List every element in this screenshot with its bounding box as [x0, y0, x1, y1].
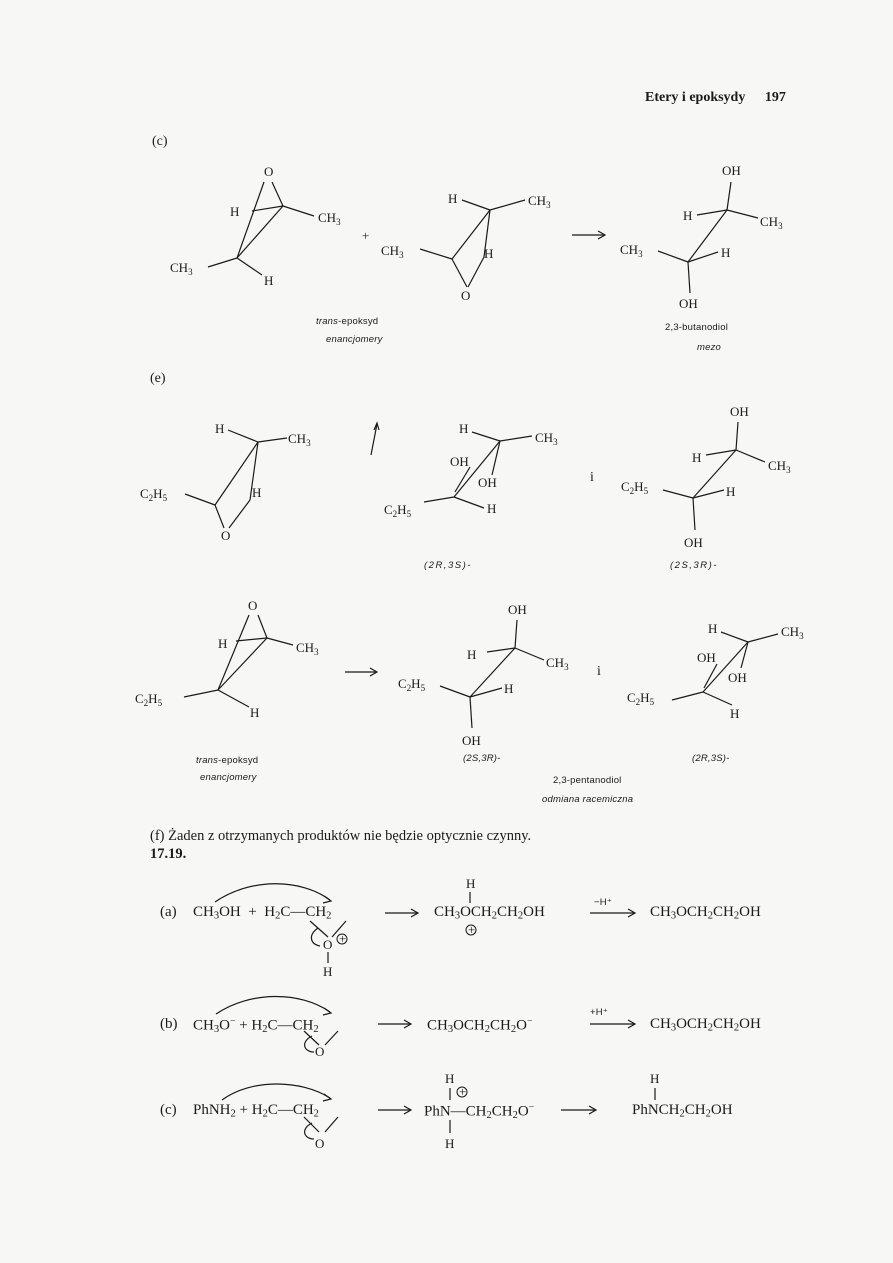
group-ch3: $CH_3$ — [760, 214, 783, 231]
arrowhead — [323, 896, 331, 903]
group-ch3: $CH_3$ — [620, 242, 643, 259]
atom-o: O — [323, 937, 333, 952]
bond — [325, 1117, 338, 1132]
atom-h: H — [250, 705, 260, 720]
atom-h: H — [650, 1071, 660, 1086]
group-c2h5: $C_2H_5$ — [621, 479, 649, 496]
caption-enantiomers: enancjomery — [326, 334, 383, 345]
caption-trans: trans — [316, 316, 339, 327]
reaction-b-label: (b) — [160, 1016, 178, 1032]
caption-enantiomers-e: enancjomery — [200, 772, 257, 783]
arrowhead — [323, 1008, 331, 1015]
group-oh: OH — [508, 602, 527, 617]
atom-o: O — [461, 288, 471, 303]
group-ch3: $CH_3$ — [381, 243, 404, 260]
group-oh: OH — [728, 670, 747, 685]
atom-h: H — [323, 964, 333, 979]
group-oh: OH — [450, 454, 469, 469]
group-oh: OH — [684, 535, 703, 550]
group-c2h5: $C_2H_5$ — [140, 486, 168, 503]
atom-o: O — [315, 1044, 325, 1059]
bond — [304, 1117, 319, 1132]
reaction-c-product: $PhNCH_2CH_2OH$ — [632, 1102, 733, 1120]
group-ch3: $CH_3$ — [296, 640, 319, 657]
part-f-text: (f) Żaden z otrzymanych produktów nie będzie optycznie czynny. — [150, 828, 532, 844]
atom-o: O — [315, 1136, 325, 1151]
atom-h: H — [487, 501, 497, 516]
plus-sign: + — [339, 931, 347, 946]
atom-h: H — [264, 273, 274, 288]
reaction-b-left: $CH_3O^-$ + $H_2C—CH_2$ — [193, 1016, 319, 1035]
caption-trans-e: trans — [196, 755, 219, 766]
group-oh: OH — [697, 650, 716, 665]
group-c2h5: $C_2H_5$ — [384, 502, 412, 519]
atom-h: H — [215, 421, 225, 436]
atom-h: H — [721, 245, 731, 260]
atom-h: H — [504, 681, 514, 696]
group-ch3: $CH_3$ — [318, 210, 341, 227]
caption-epoksyd: -epoksyd — [338, 316, 379, 327]
atom-o: O — [264, 164, 274, 179]
atom-o: O — [248, 598, 258, 613]
atom-h: H — [445, 1071, 455, 1086]
group-oh: OH — [679, 296, 698, 311]
reaction-a-middle: $CH_3OCH_2CH_2OH$ — [434, 904, 545, 922]
curved-arrow — [311, 928, 320, 946]
caption-pentanediol: 2,3-pentanodiol — [553, 775, 622, 786]
caption-racemic: odmiana racemiczna — [542, 794, 634, 805]
plus-sign: + — [468, 922, 476, 937]
reaction-a-product: $CH_3OCH_2CH_2OH$ — [650, 904, 761, 922]
caption-butanediol: 2,3-butanodiol — [665, 322, 729, 333]
group-ch3: $CH_3$ — [528, 193, 551, 210]
curved-arrow — [216, 996, 330, 1014]
atom-h: H — [467, 647, 477, 662]
reaction-a-label: (a) — [160, 904, 177, 920]
reaction-b-condition: +H⁺ — [590, 1007, 609, 1018]
config-label-1: (2R,3S)- — [424, 560, 472, 571]
page-number: 197 — [764, 90, 786, 105]
reaction-c-left: PhNH$_2$ + $H_2C—CH_2$ — [193, 1102, 319, 1120]
group-c2h5: $C_2H_5$ — [135, 691, 163, 708]
conj-i-2: i — [597, 664, 601, 679]
reaction-a-condition: −H⁺ — [594, 897, 613, 908]
atom-h: H — [466, 876, 476, 891]
plus-sign: + — [362, 228, 370, 243]
reaction-a-left: $CH_3OH$ + $H_2C—CH_2$ — [193, 904, 332, 922]
plus-sign: + — [459, 1084, 467, 1099]
atom-h: H — [726, 484, 736, 499]
reaction-c-label: (c) — [160, 1102, 177, 1118]
atom-h: H — [252, 485, 262, 500]
bond — [325, 1031, 338, 1045]
atom-o: O — [221, 528, 231, 543]
reaction-b-product: $CH_3OCH_2CH_2OH$ — [650, 1016, 761, 1034]
caption-epoksyd-e: -epoksyd — [218, 755, 259, 766]
conj-i-1: i — [590, 470, 594, 485]
section-label-c: (c) — [152, 134, 168, 149]
atom-h: H — [484, 246, 494, 261]
atom-h: H — [230, 204, 240, 219]
group-ch3: $CH_3$ — [170, 260, 193, 277]
bond — [310, 921, 328, 937]
group-ch3: $CH_3$ — [781, 624, 804, 641]
atom-h: H — [459, 421, 469, 436]
atom-h: H — [692, 450, 702, 465]
reaction-c-middle: $PhN—CH_2CH_2O^-$ — [424, 1102, 535, 1121]
group-c2h5: $C_2H_5$ — [627, 690, 655, 707]
group-oh: OH — [462, 733, 481, 748]
group-ch3: $CH_3$ — [546, 655, 569, 672]
group-oh: OH — [722, 163, 741, 178]
atom-h: H — [730, 706, 740, 721]
group-ch3: $CH_3$ — [768, 458, 791, 475]
curved-arrow — [215, 884, 330, 902]
caption-meso: mezo — [697, 342, 722, 353]
config-label-2: (2S,3R)- — [670, 560, 718, 571]
atom-h: H — [683, 208, 693, 223]
config-label-4: (2R,3S)- — [692, 753, 730, 764]
config-label-3: (2S,3R)- — [463, 753, 501, 764]
group-ch3: $CH_3$ — [535, 430, 558, 447]
atom-h: H — [708, 621, 718, 636]
header-title: Etery i epoksydy — [645, 90, 746, 105]
group-oh: OH — [730, 404, 749, 419]
atom-h: H — [448, 191, 458, 206]
bond — [304, 1031, 319, 1045]
section-label-e: (e) — [150, 371, 166, 386]
reaction-b-middle: $CH_3OCH_2CH_2O^-$ — [427, 1016, 533, 1035]
group-ch3: $CH_3$ — [288, 431, 311, 448]
atom-h: H — [445, 1136, 455, 1151]
curved-arrow — [222, 1084, 330, 1100]
group-oh: OH — [478, 475, 497, 490]
atom-h: H — [218, 636, 228, 651]
group-c2h5: $C_2H_5$ — [398, 676, 426, 693]
problem-number: 17.19. — [150, 846, 187, 862]
